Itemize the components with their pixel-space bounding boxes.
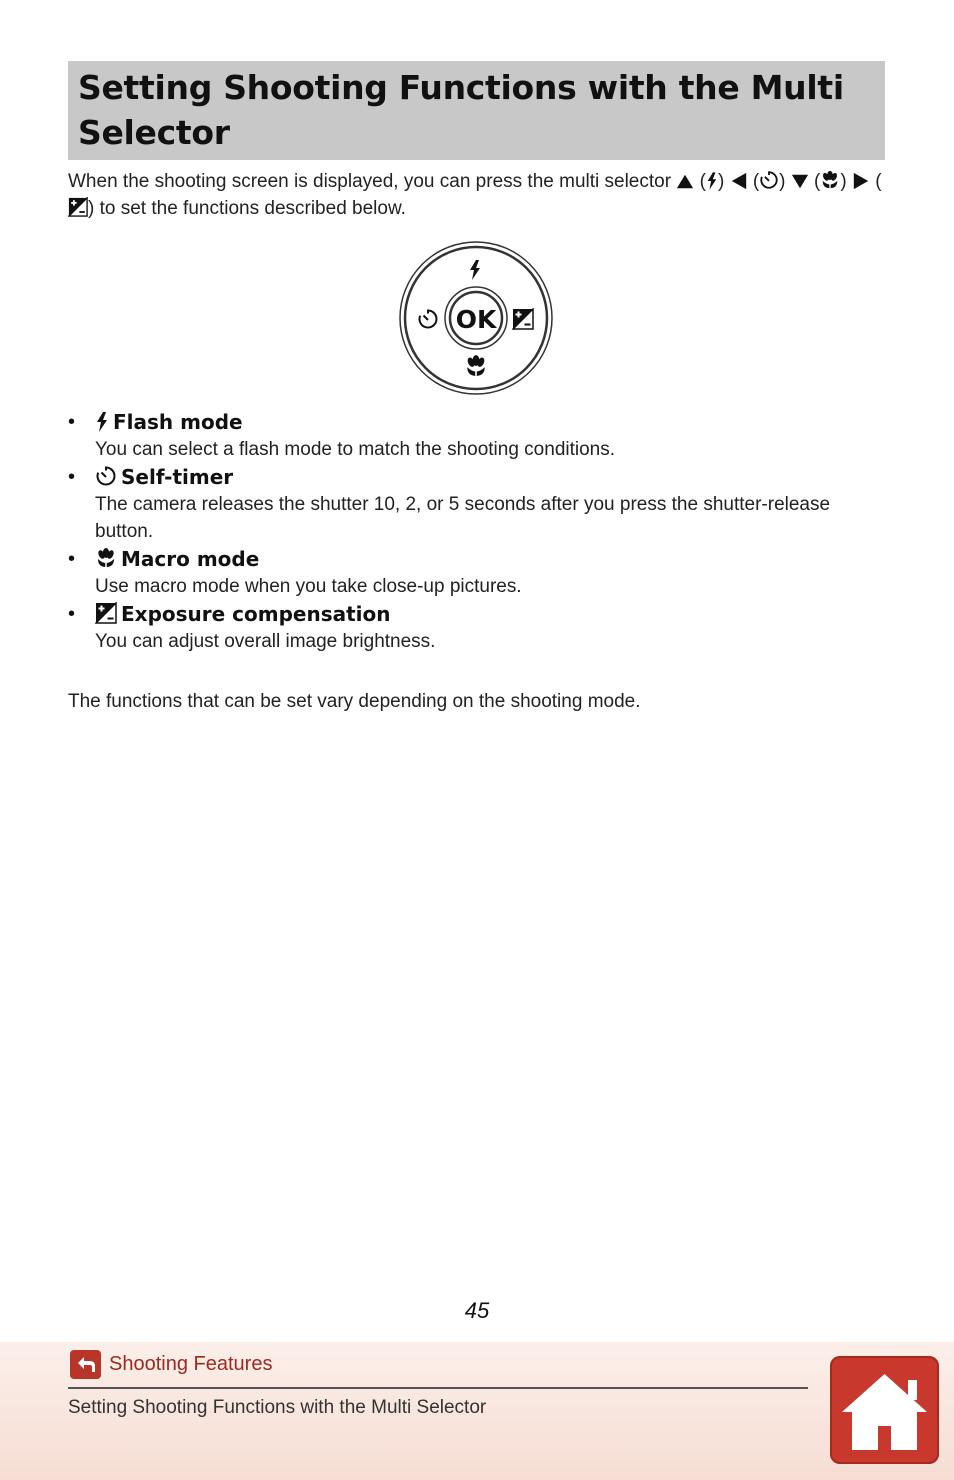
feature-list	[68, 408, 868, 655]
feature-heading	[95, 545, 868, 573]
flash-icon	[95, 412, 109, 432]
multi-selector-diagram	[398, 240, 554, 396]
bullet: •	[68, 466, 76, 488]
shooting-features-link[interactable]	[70, 1349, 272, 1379]
feature-description: You can adjust overall image brightness.	[95, 631, 436, 652]
home-button[interactable]	[830, 1356, 939, 1464]
feature-name: Self-timer	[121, 465, 234, 489]
exposure-compensation-icon	[68, 197, 88, 217]
list-item	[68, 600, 868, 655]
feature-heading	[95, 463, 868, 491]
feature-description: Use macro mode when you take close-up pictures.	[95, 576, 522, 597]
page-number: 45	[464, 1298, 490, 1323]
feature-heading	[95, 408, 868, 436]
list-item	[68, 463, 868, 545]
selector-exposure-icon	[513, 309, 533, 329]
intro-paragraph: When the shooting screen is displayed, you can press the multi selector ( ) ( ) ( ) () to set the functions described below.	[68, 171, 882, 219]
bullet: •	[68, 603, 76, 625]
down-arrow-icon	[791, 172, 809, 190]
right-arrow-icon	[852, 172, 870, 190]
section-link-label[interactable]: Shooting Features	[109, 1352, 273, 1375]
macro-icon	[820, 170, 840, 190]
feature-heading	[95, 600, 868, 628]
page-title-banner	[68, 61, 885, 160]
home-icon[interactable]	[830, 1356, 939, 1464]
flash-icon	[706, 172, 718, 190]
left-arrow-icon	[730, 172, 748, 190]
intro-text-start: When the shooting screen is displayed, you can press the multi selector	[68, 171, 677, 192]
bullet: •	[68, 548, 76, 570]
self-timer-icon	[759, 170, 779, 190]
exposure-compensation-icon	[95, 602, 117, 624]
breadcrumb: Setting Shooting Functions with the Multi Selector	[68, 1397, 487, 1418]
feature-name: Flash mode	[113, 410, 243, 434]
footer-divider	[68, 1387, 808, 1389]
up-arrow-icon	[676, 172, 694, 190]
list-item	[68, 545, 868, 600]
feature-name: Macro mode	[121, 547, 260, 571]
self-timer-icon	[95, 465, 117, 487]
feature-description: You can select a flash mode to match the shooting conditions.	[95, 439, 616, 460]
bullet: •	[68, 411, 76, 433]
list-item	[68, 408, 868, 463]
note-text: The functions that can be set vary depending on the shooting mode.	[68, 691, 641, 712]
page-title: Setting Shooting Functions with the Multi Selector	[78, 68, 844, 152]
back-arrow-icon[interactable]	[70, 1350, 101, 1379]
feature-name: Exposure compensation	[121, 602, 391, 626]
feature-description: The camera releases the shutter 10, 2, or 5 seconds after you press the shutter-release button.	[95, 494, 831, 542]
macro-icon	[95, 547, 117, 569]
intro-text-end: to set the functions described below.	[94, 198, 406, 219]
ok-button-label: OK	[455, 305, 497, 334]
